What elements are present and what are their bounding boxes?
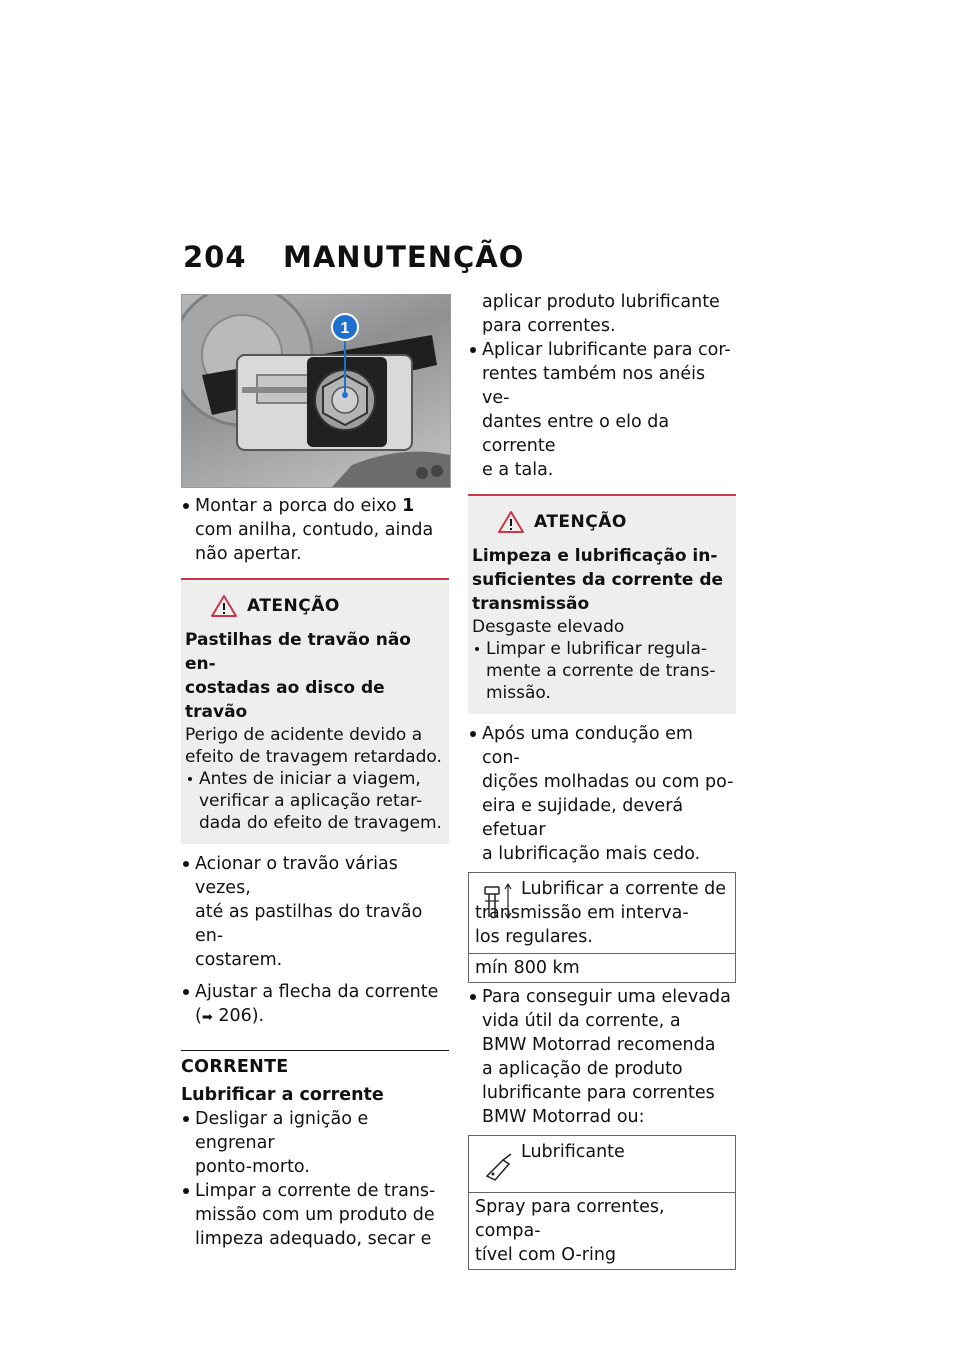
warning-icon [211,594,237,618]
axle-nut-illustration [182,295,450,487]
warning-sub-item: Antes de iniciar a viagem, verificar a aplicação retar- dada do efeito de travagem. [185,768,445,834]
section-title: CORRENTE [181,1057,289,1077]
warning-label: ATENÇÃO [534,512,627,532]
warning-sub-item: Limpar e lubrificar regula- mente a corrente de trans- missão. [472,638,732,704]
lubricant-can-icon [481,1144,515,1184]
lubricant-box [468,1135,736,1270]
page-header [183,240,524,274]
interval-text-end: los regulares. [475,927,593,947]
warning-label: ATENÇÃO [247,596,340,616]
warning-text: Desgaste elevado [472,617,625,637]
step-mount-nut: Montar a porca do eixo 1 com anilha, contudo, ainda não apertar. [181,494,449,566]
interval-box [468,872,736,983]
lubricant-label: Lubrificante [521,1142,625,1162]
step-wet-conditions: Após uma condução em con- dições molhadas ou com po- eira e sujidade, deverá efetuar a lubrificação mais cedo. [468,722,736,866]
warning-box-chain [468,494,736,714]
warning-title: Pastilhas de travão não en- costadas ao disco de travão [185,630,411,722]
lubricant-value: Spray para correntes, compa- tível com O-ring [469,1192,735,1269]
interval-text: Lubrificar a corrente de transmissão em interva- [475,879,727,923]
step-apply-brake: Acionar o travão várias vezes, até as pastilhas do travão en- costarem. [181,852,449,972]
step-recommend-lubricant: Para conseguir uma elevada vida útil da corrente, a BMW Motorrad recomenda a aplicação de produto lubrificante para correntes BMW Motorrad ou: [468,985,736,1129]
interval-value: mín 800 km [469,953,735,982]
page-number: 204 [183,240,247,274]
page-title: MANUTENÇÃO [283,240,525,274]
subsection-title: Lubrificar a corrente [181,1085,384,1105]
warning-box-brake [181,578,449,844]
step-clean-chain: Limpar a corrente de trans- missão com um produto de limpeza adequado, secar e [181,1179,449,1251]
maintenance-interval-icon [481,881,515,921]
ref-1: 1 [402,496,415,516]
section-chain [181,1050,449,1251]
step-adjust-slack: Ajustar a flecha da corrente (➡ 206). [181,980,449,1030]
warning-icon [498,510,524,534]
callout-1: 1 [340,320,350,337]
step-clean-chain-continued: aplicar produto lubrificante para correntes. [482,292,720,336]
axle-nut-photo [181,294,451,488]
page-ref-arrow-icon: ➡ [201,1010,213,1025]
step-ignition-off: Desligar a ignição e engrenar ponto-morto. [181,1107,449,1179]
page-ref-link[interactable]: 206). [218,1006,265,1026]
step-lube-seals: Aplicar lubrificante para cor- rentes também nos anéis ve- dantes entre o elo da corrente e a tala. [468,338,736,482]
right-column [468,290,736,1270]
warning-text: Perigo de acidente devido a efeito de travagem retardado. [185,725,442,767]
left-column [181,294,449,1251]
warning-title: Limpeza e lubrificação in- suficientes da corrente de transmissão [472,546,724,614]
